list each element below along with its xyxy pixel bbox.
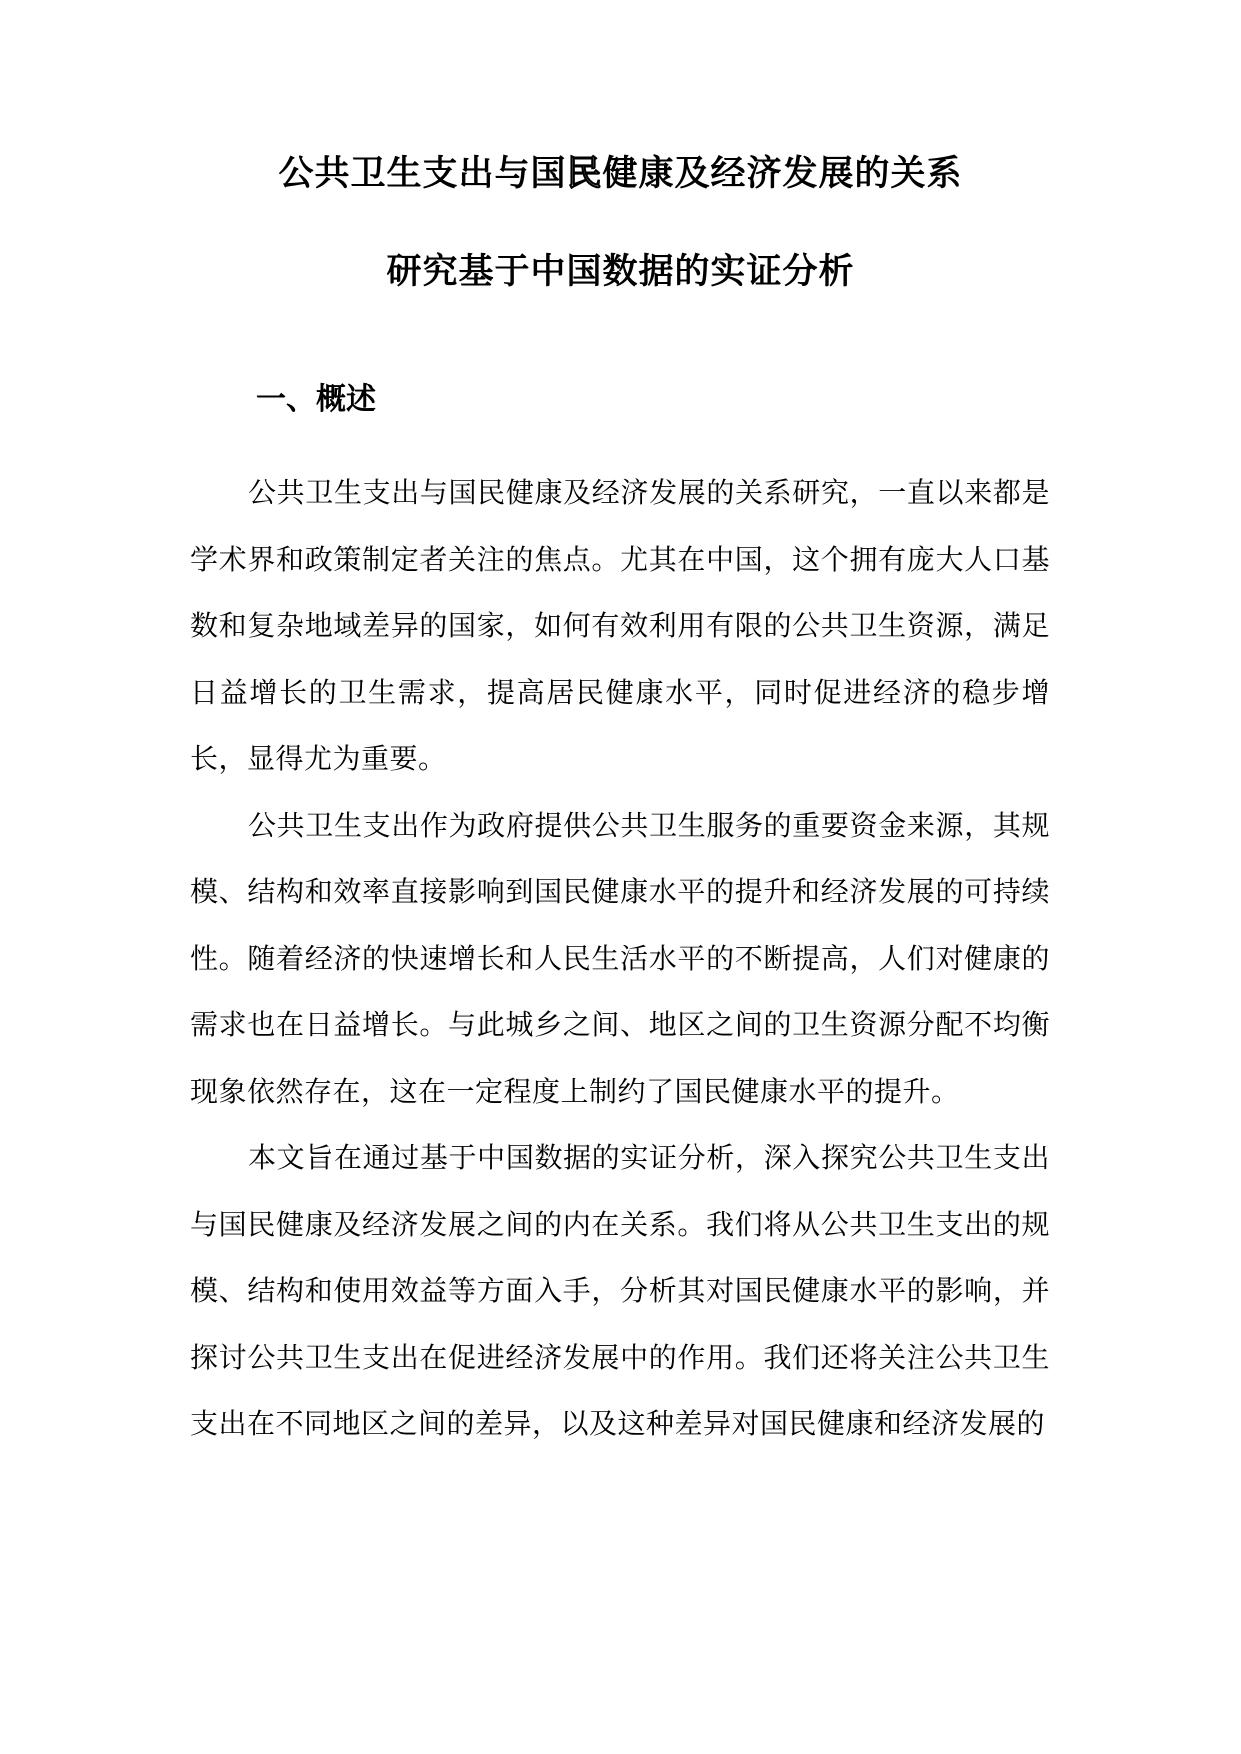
title-part-1: 公共卫生支出与国 [278,154,567,194]
paragraph: 本文旨在通过基于中国数据的实证分析，深入探究公共卫生支出与国民健康及经济发展之间的内在关系。我们将从公共卫生支出的规模、结构和使用效益等方面入手，分析其对国民健康水平的影响，并探讨公共卫生支出在促进经济发展中的作用。我们还将关注公共卫生支出在不同地区之间的差异，以及这种差异对国民健康和经济发展的 [190,1141,1050,1440]
paragraph: 公共卫生支出与国民健康及经济发展的关系研究，一直以来都是学术界和政策制定者关注的焦点。尤其在中国，这个拥有庞大人口基数和复杂地域差异的国家，如何有效利用有限的公共卫生资源，满足日益增长的卫生需求，提高居民健康水平，同时促进经济的稳步增长，显得尤为重要。 [190,476,1050,775]
title-part-2: 健康及经济发展的关系 [602,154,963,194]
paragraph: 公共卫生支出作为政府提供公共卫生服务的重要资金来源，其规模、结构和效率直接影响到国民健康水平的提升和经济发展的可持续性。随着经济的快速增长和人民生活水平的不断提高，人们对健康的需求也在日益增长。与此城乡之间、地区之间的卫生资源分配不均衡现象依然存在，这在一定程度上制约了国民健康水平的提升。 [190,808,1050,1108]
title-outline-char: 民 [566,154,603,194]
document-subtitle: 研究基于中国数据的实证分析 [386,252,855,292]
document-title [0,152,1241,196]
section-heading: 一、概述 [256,382,376,417]
body-text [190,460,1050,1458]
